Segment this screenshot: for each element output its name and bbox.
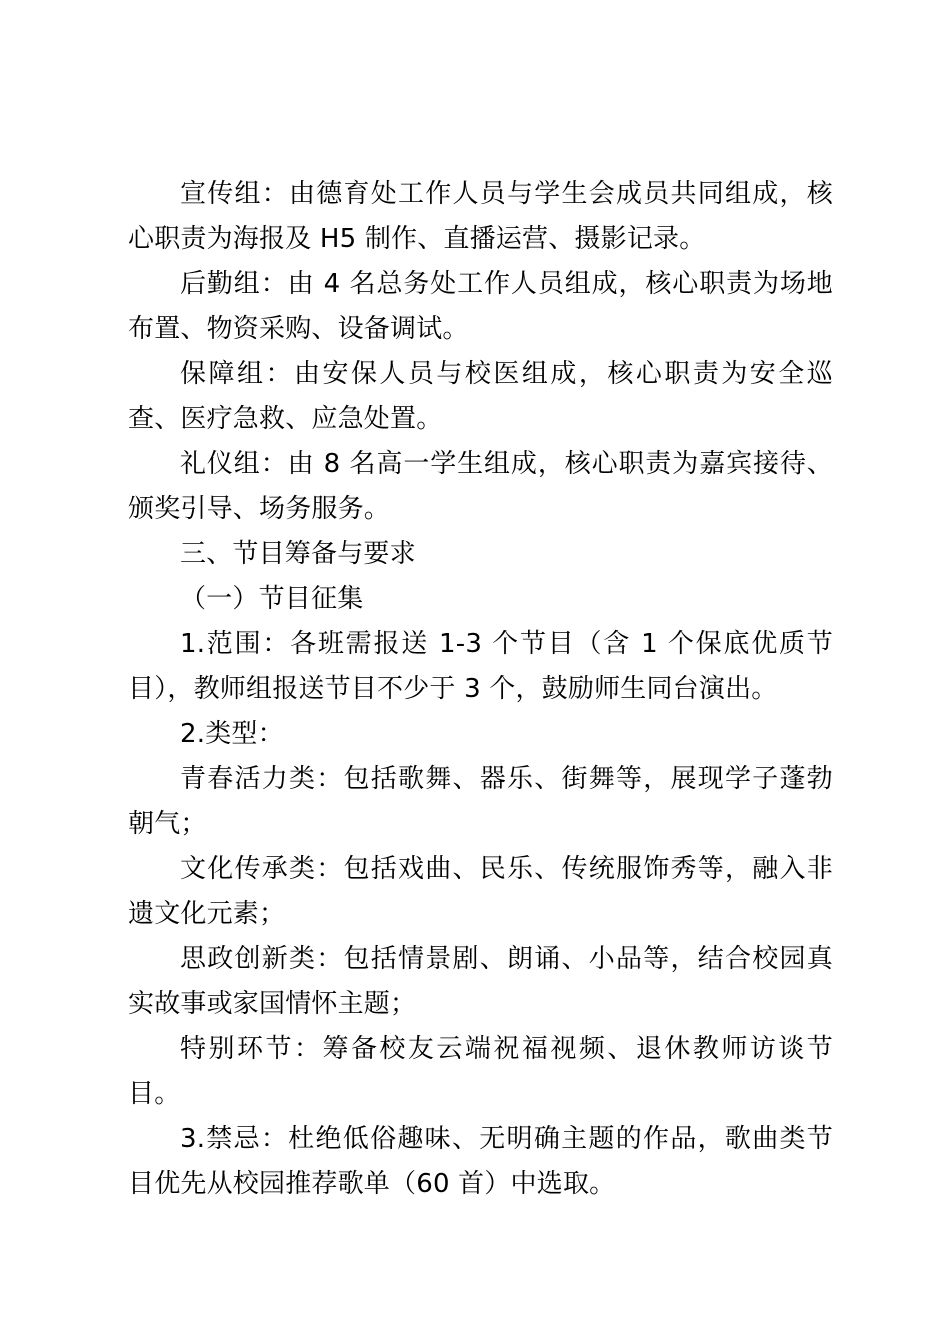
paragraph-etiquette-group: 礼仪组：由 8 名高一学生组成，核心职责为嘉宾接待、颁奖引导、场务服务。 (128, 449, 833, 524)
paragraph-security-group: 保障组：由安保人员与校医组成，核心职责为安全巡查、医疗急救、应急处置。 (128, 359, 833, 434)
paragraph-type-culture: 文化传承类：包括戏曲、民乐、传统服饰秀等，融入非遗文化元素； (128, 854, 833, 929)
document-body (128, 172, 833, 1207)
paragraph-scope: 1.范围：各班需报送 1-3 个节目（含 1 个保底优质节目），教师组报送节目不少于 3 个，鼓励师生同台演出。 (128, 629, 833, 704)
paragraph-prohibitions: 3.禁忌：杜绝低俗趣味、无明确主题的作品，歌曲类节目优先从校园推荐歌单（60 首）中选取。 (128, 1124, 833, 1199)
section-heading-program-preparation: 三、节目筹备与要求 (180, 539, 416, 569)
paragraph-logistics-group: 后勤组：由 4 名总务处工作人员组成，核心职责为场地布置、物资采购、设备调试。 (128, 269, 833, 344)
paragraph-type-ideology: 思政创新类：包括情景剧、朗诵、小品等，结合校园真实故事或家国情怀主题； (128, 944, 833, 1019)
paragraph-publicity-group: 宣传组：由德育处工作人员与学生会成员共同组成，核心职责为海报及 H5 制作、直播运营、摄影记录。 (128, 179, 833, 254)
paragraph-types-heading: 2.类型： (180, 719, 284, 749)
paragraph-special-segment: 特别环节：筹备校友云端祝福视频、退休教师访谈节目。 (128, 1034, 833, 1109)
subsection-heading-program-collection: （一）节目征集 (180, 584, 364, 614)
paragraph-type-youth: 青春活力类：包括歌舞、器乐、街舞等，展现学子蓬勃朝气； (128, 764, 833, 839)
